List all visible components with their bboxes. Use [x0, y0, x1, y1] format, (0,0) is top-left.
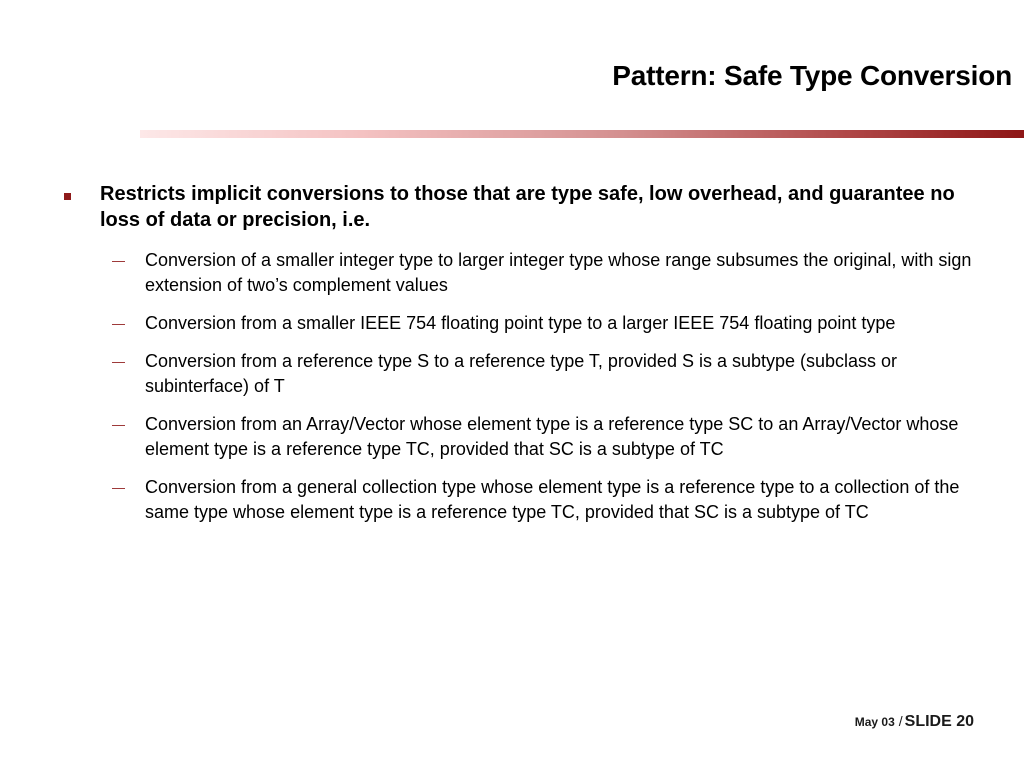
sub-bullet-item: [112, 349, 972, 399]
slide-number: SLIDE 20: [904, 713, 974, 730]
footer-separator: /: [898, 713, 903, 729]
main-bullet-text: Restricts implicit conversions to those that are type safe, low overhead, and guarantee no loss of data or precision, i.e.: [100, 183, 955, 231]
sub-bullet-text: Conversion from an Array/Vector whose element type is a reference type SC to an Array/Vector whose element type is a reference type TC, provided that SC is a subtype of TC: [145, 414, 959, 459]
dash-bullet-icon: —: [112, 480, 125, 495]
sub-bullet-list: [112, 248, 972, 538]
sub-bullet-text: Conversion from a smaller IEEE 754 floating point type to a larger IEEE 754 floating point type: [145, 313, 896, 333]
sub-bullet-text: Conversion from a general collection type whose element type is a reference type to a collection of the same type whose element type is a reference type TC, provided that SC is a subtype of TC: [145, 477, 960, 522]
sub-bullet-item: [112, 311, 972, 336]
sub-bullet-text: Conversion of a smaller integer type to larger integer type whose range subsumes the original, with sign extension of two’s complement values: [145, 250, 972, 295]
dash-bullet-icon: —: [112, 316, 125, 331]
square-bullet-icon: [64, 193, 71, 200]
dash-bullet-icon: —: [112, 417, 125, 432]
title-divider: [140, 130, 1024, 138]
slide-footer: [855, 713, 974, 731]
slide-title: Pattern: Safe Type Conversion: [612, 60, 1012, 91]
footer-date: May 03: [854, 715, 895, 729]
dash-bullet-icon: —: [112, 253, 125, 268]
dash-bullet-icon: —: [112, 354, 125, 369]
sub-bullet-item: [112, 248, 972, 298]
sub-bullet-text: Conversion from a reference type S to a reference type T, provided S is a subtype (subclass or subinterface) of T: [145, 351, 898, 396]
sub-bullet-item: [112, 412, 972, 462]
sub-bullet-item: [112, 475, 972, 525]
